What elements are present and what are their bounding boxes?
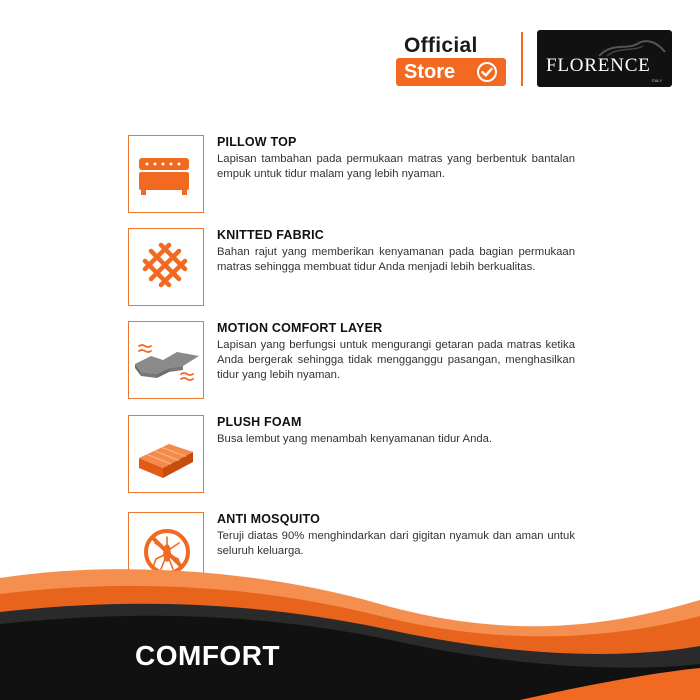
official-label: Official [404, 34, 478, 57]
brand-name: FLORENCE [546, 55, 651, 76]
feature-title: MOTION COMFORT LAYER [217, 321, 383, 335]
feature-description: Lapisan tambahan pada permukaan matras yang berbentuk bantalan empuk untuk tidur malam yang lebih nyaman. [217, 153, 575, 180]
store-label: Store [404, 60, 456, 83]
knitted-fabric-icon [128, 228, 204, 306]
plush-foam-icon [128, 415, 204, 493]
store-badge [396, 58, 506, 86]
feature-description: Bahan rajut yang memberikan kenyamanan pada bagian permukaan matras sehingga membuat tidur Anda menjadi lebih berkualitas. [217, 246, 575, 273]
bottom-wave-decoration [0, 560, 700, 700]
feature-title: PILLOW TOP [217, 135, 297, 149]
feature-title: KNITTED FABRIC [217, 228, 324, 242]
pillow-top-icon [128, 135, 204, 213]
feature-description: Teruji diatas 90% menghindarkan dari gigitan nyamuk dan aman untuk seluruh keluarga. [217, 530, 575, 557]
header-divider [521, 32, 523, 86]
check-icon [476, 61, 498, 88]
brand-subtitle: ITALY [651, 78, 662, 83]
motion-layer-icon [128, 321, 204, 399]
feature-title: PLUSH FOAM [217, 415, 302, 429]
feature-description: Busa lembut yang menambah kenyamanan tidur Anda. [217, 433, 493, 445]
footer-label: COMFORT [135, 640, 281, 671]
brand-logo [537, 30, 672, 87]
feature-description: Lapisan yang berfungsi untuk mengurangi getaran pada matras ketika Anda bergerak sehingga tidak mengganggu pasangan, menghasilkan tidur yang lebih nyaman. [217, 339, 575, 381]
feature-title: ANTI MOSQUITO [217, 512, 321, 526]
